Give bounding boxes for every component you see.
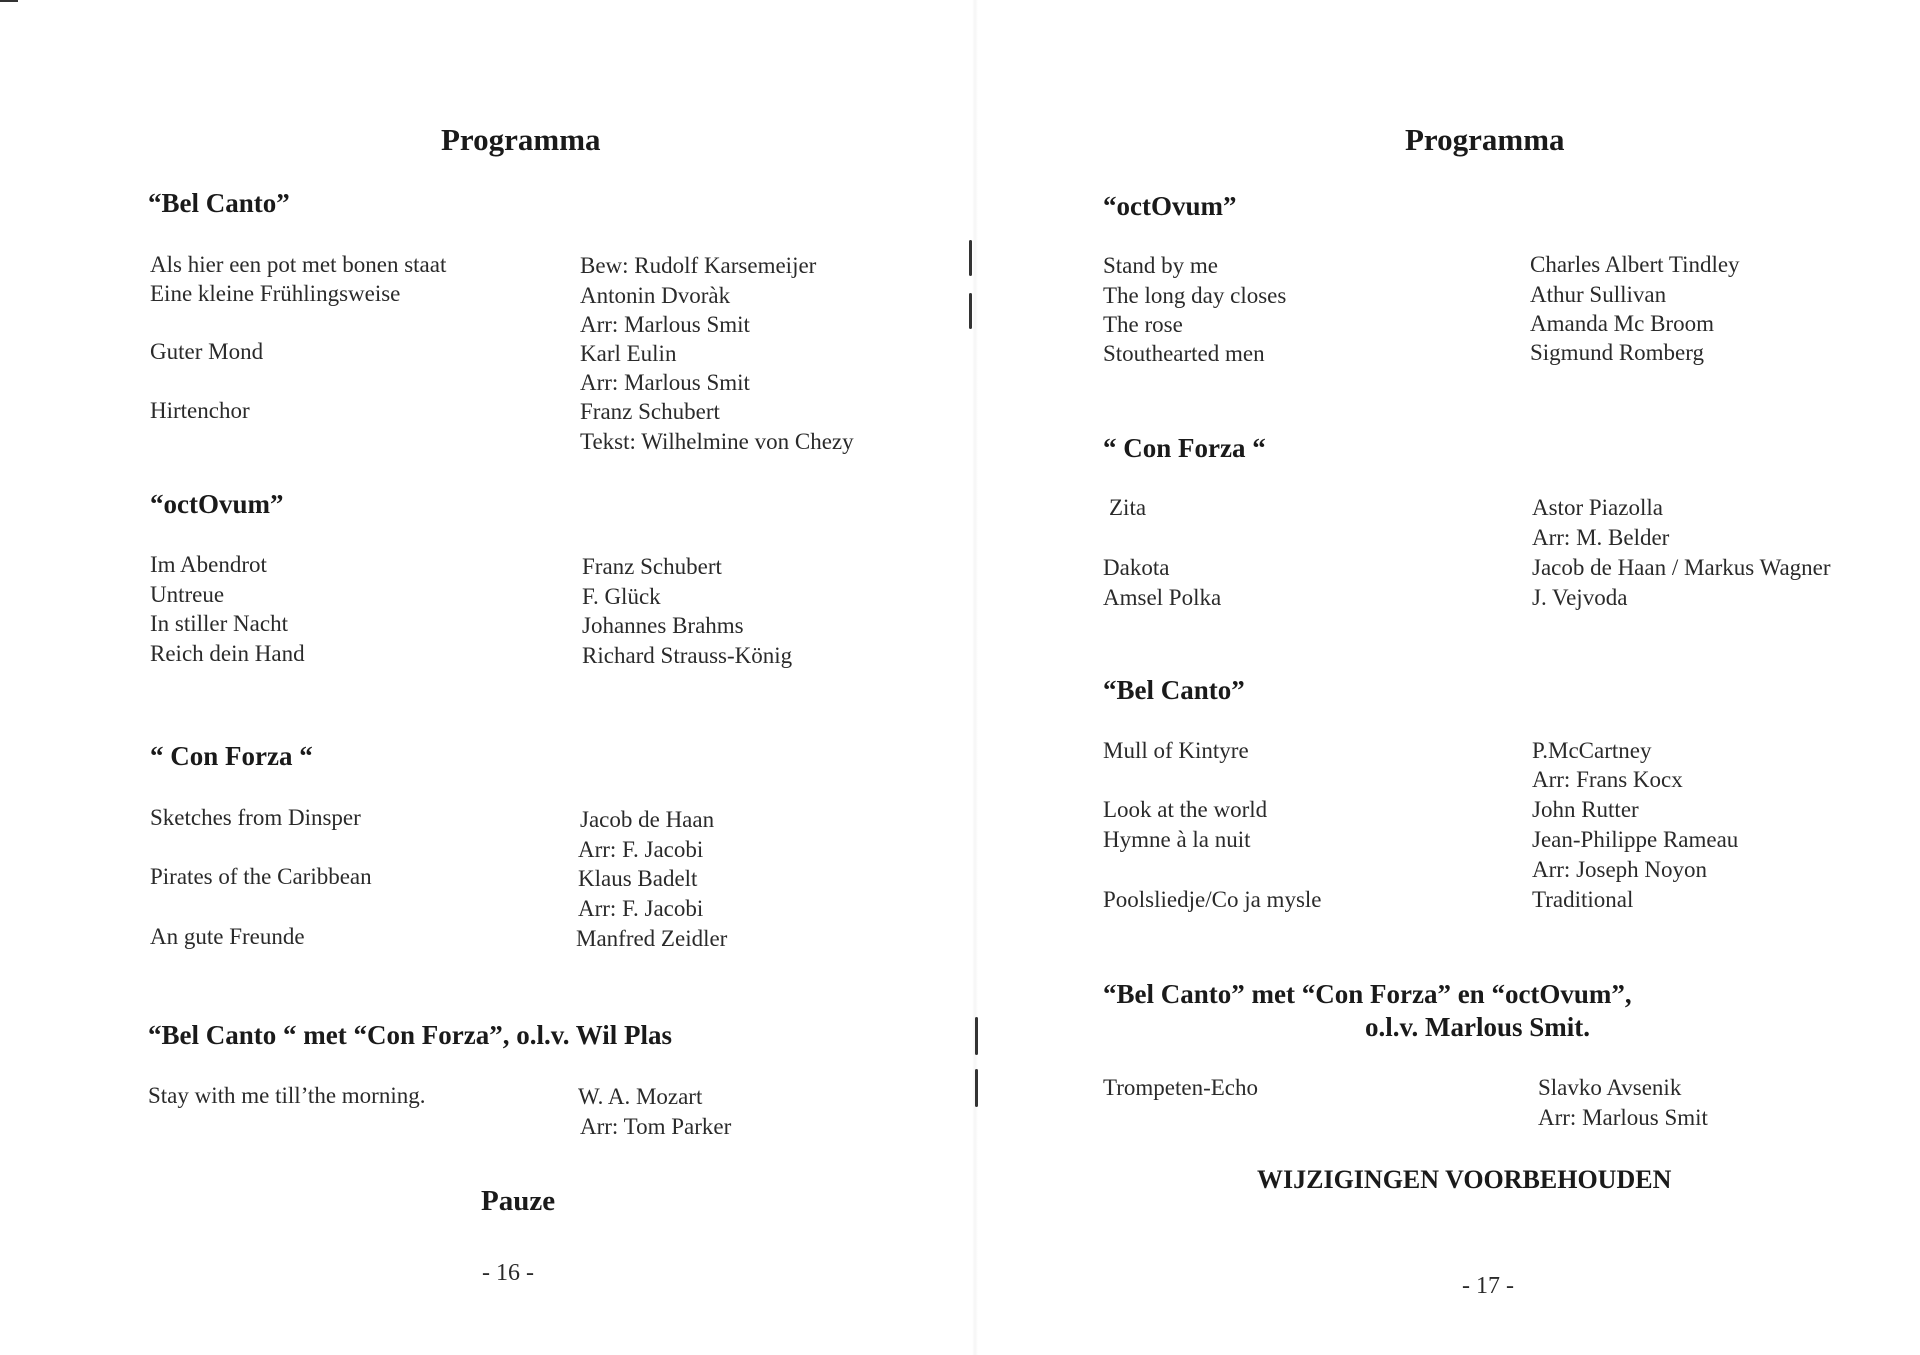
piece-credit: Karl Eulin	[580, 341, 677, 366]
piece-title: Mull of Kintyre	[1103, 738, 1249, 763]
page-title: Programma	[441, 122, 601, 157]
piece-credit: Richard Strauss-König	[582, 643, 793, 668]
piece-title: In stiller Nacht	[150, 611, 288, 636]
piece-credit: Franz Schubert	[580, 399, 720, 424]
piece-credit: Tekst: Wilhelmine von Chezy	[580, 429, 854, 454]
right-page	[975, 0, 1920, 1355]
piece-title: Sketches from Dinsper	[150, 805, 361, 830]
section-heading-conductor: o.l.v. Marlous Smit.	[1365, 1012, 1591, 1042]
piece-credit: W. A. Mozart	[578, 1084, 703, 1109]
piece-credit: John Rutter	[1532, 797, 1639, 822]
piece-title: Untreue	[150, 582, 225, 607]
piece-title: Trompeten-Echo	[1103, 1075, 1259, 1100]
binding-mark	[969, 240, 972, 276]
piece-credit: F. Glück	[582, 584, 661, 609]
section-heading-octovum: “octOvum”	[1103, 191, 1237, 221]
piece-credit: Bew: Rudolf Karsemeijer	[580, 253, 817, 278]
piece-credit: Jean-Philippe Rameau	[1532, 827, 1739, 852]
piece-title: Als hier een pot met bonen staat	[150, 252, 447, 277]
page-number: - 17 -	[1462, 1273, 1514, 1299]
piece-credit: Traditional	[1532, 887, 1634, 912]
piece-credit: Arr: M. Belder	[1532, 525, 1670, 550]
piece-credit: Charles Albert Tindley	[1530, 252, 1740, 277]
piece-credit: Johannes Brahms	[582, 613, 744, 638]
piece-title: Stand by me	[1103, 253, 1218, 278]
piece-credit: Amanda Mc Broom	[1530, 311, 1714, 336]
piece-title: Stouthearted men	[1103, 341, 1265, 366]
piece-title: Hymne à la nuit	[1103, 827, 1251, 852]
piece-credit: Jacob de Haan / Markus Wagner	[1532, 555, 1831, 580]
piece-credit: Arr: Marlous Smit	[580, 312, 750, 337]
piece-credit: Franz Schubert	[582, 554, 722, 579]
section-heading-con-forza: “ Con Forza “	[1103, 433, 1266, 463]
binding-mark	[969, 293, 972, 329]
piece-title: Eine kleine Frühlingsweise	[150, 281, 401, 306]
piece-title: The long day closes	[1103, 283, 1287, 308]
piece-title: Hirtenchor	[150, 398, 250, 423]
piece-credit: Arr: F. Jacobi	[578, 837, 704, 862]
section-heading-octovum: “octOvum”	[150, 489, 284, 519]
piece-title: Pirates of the Caribbean	[150, 864, 372, 889]
page-number: - 16 -	[482, 1260, 534, 1286]
piece-title: Zita	[1109, 495, 1147, 520]
piece-title: An gute Freunde	[150, 924, 305, 949]
section-heading-combined: “Bel Canto “ met “Con Forza”, o.l.v. Wil Plas	[148, 1020, 672, 1050]
piece-title: Stay with me till’the morning.	[148, 1083, 426, 1108]
piece-credit: Arr: Marlous Smit	[1538, 1105, 1708, 1130]
section-heading-combined: “Bel Canto” met “Con Forza” en “octOvum”,	[1103, 979, 1632, 1009]
piece-credit: Arr: Joseph Noyon	[1532, 857, 1708, 882]
piece-title: Poolsliedje/Co ja mysle	[1103, 887, 1322, 912]
intermission-label: Pauze	[481, 1185, 556, 1217]
changes-reserved-notice: WIJZIGINGEN VOORBEHOUDEN	[1257, 1165, 1672, 1194]
piece-title: Im Abendrot	[150, 552, 267, 577]
piece-credit: Arr: F. Jacobi	[578, 896, 704, 921]
piece-credit: P.McCartney	[1532, 738, 1652, 763]
section-heading-bel-canto: “Bel Canto”	[1103, 675, 1245, 705]
piece-credit: Jacob de Haan	[580, 807, 715, 832]
piece-credit: Arr: Frans Kocx	[1532, 767, 1683, 792]
piece-credit: Arr: Tom Parker	[580, 1114, 732, 1139]
piece-title: Amsel Polka	[1103, 585, 1222, 610]
section-heading-bel-canto: “Bel Canto”	[148, 188, 290, 218]
piece-title: Look at the world	[1103, 797, 1268, 822]
section-heading-con-forza: “ Con Forza “	[150, 741, 313, 771]
piece-credit: Klaus Badelt	[578, 866, 698, 891]
piece-credit: Antonin Dvoràk	[580, 283, 731, 308]
piece-credit: Sigmund Romberg	[1530, 340, 1705, 365]
piece-credit: Slavko Avsenik	[1538, 1075, 1682, 1100]
piece-title: Reich dein Hand	[150, 641, 305, 666]
piece-credit: J. Vejvoda	[1532, 585, 1628, 610]
piece-credit: Astor Piazolla	[1532, 495, 1663, 520]
page-title: Programma	[1405, 122, 1565, 157]
piece-credit: Arr: Marlous Smit	[580, 370, 750, 395]
piece-title: Dakota	[1103, 555, 1170, 580]
piece-credit: Athur Sullivan	[1530, 282, 1667, 307]
piece-title: The rose	[1103, 312, 1183, 337]
piece-title: Guter Mond	[150, 339, 264, 364]
piece-credit: Manfred Zeidler	[576, 926, 728, 951]
